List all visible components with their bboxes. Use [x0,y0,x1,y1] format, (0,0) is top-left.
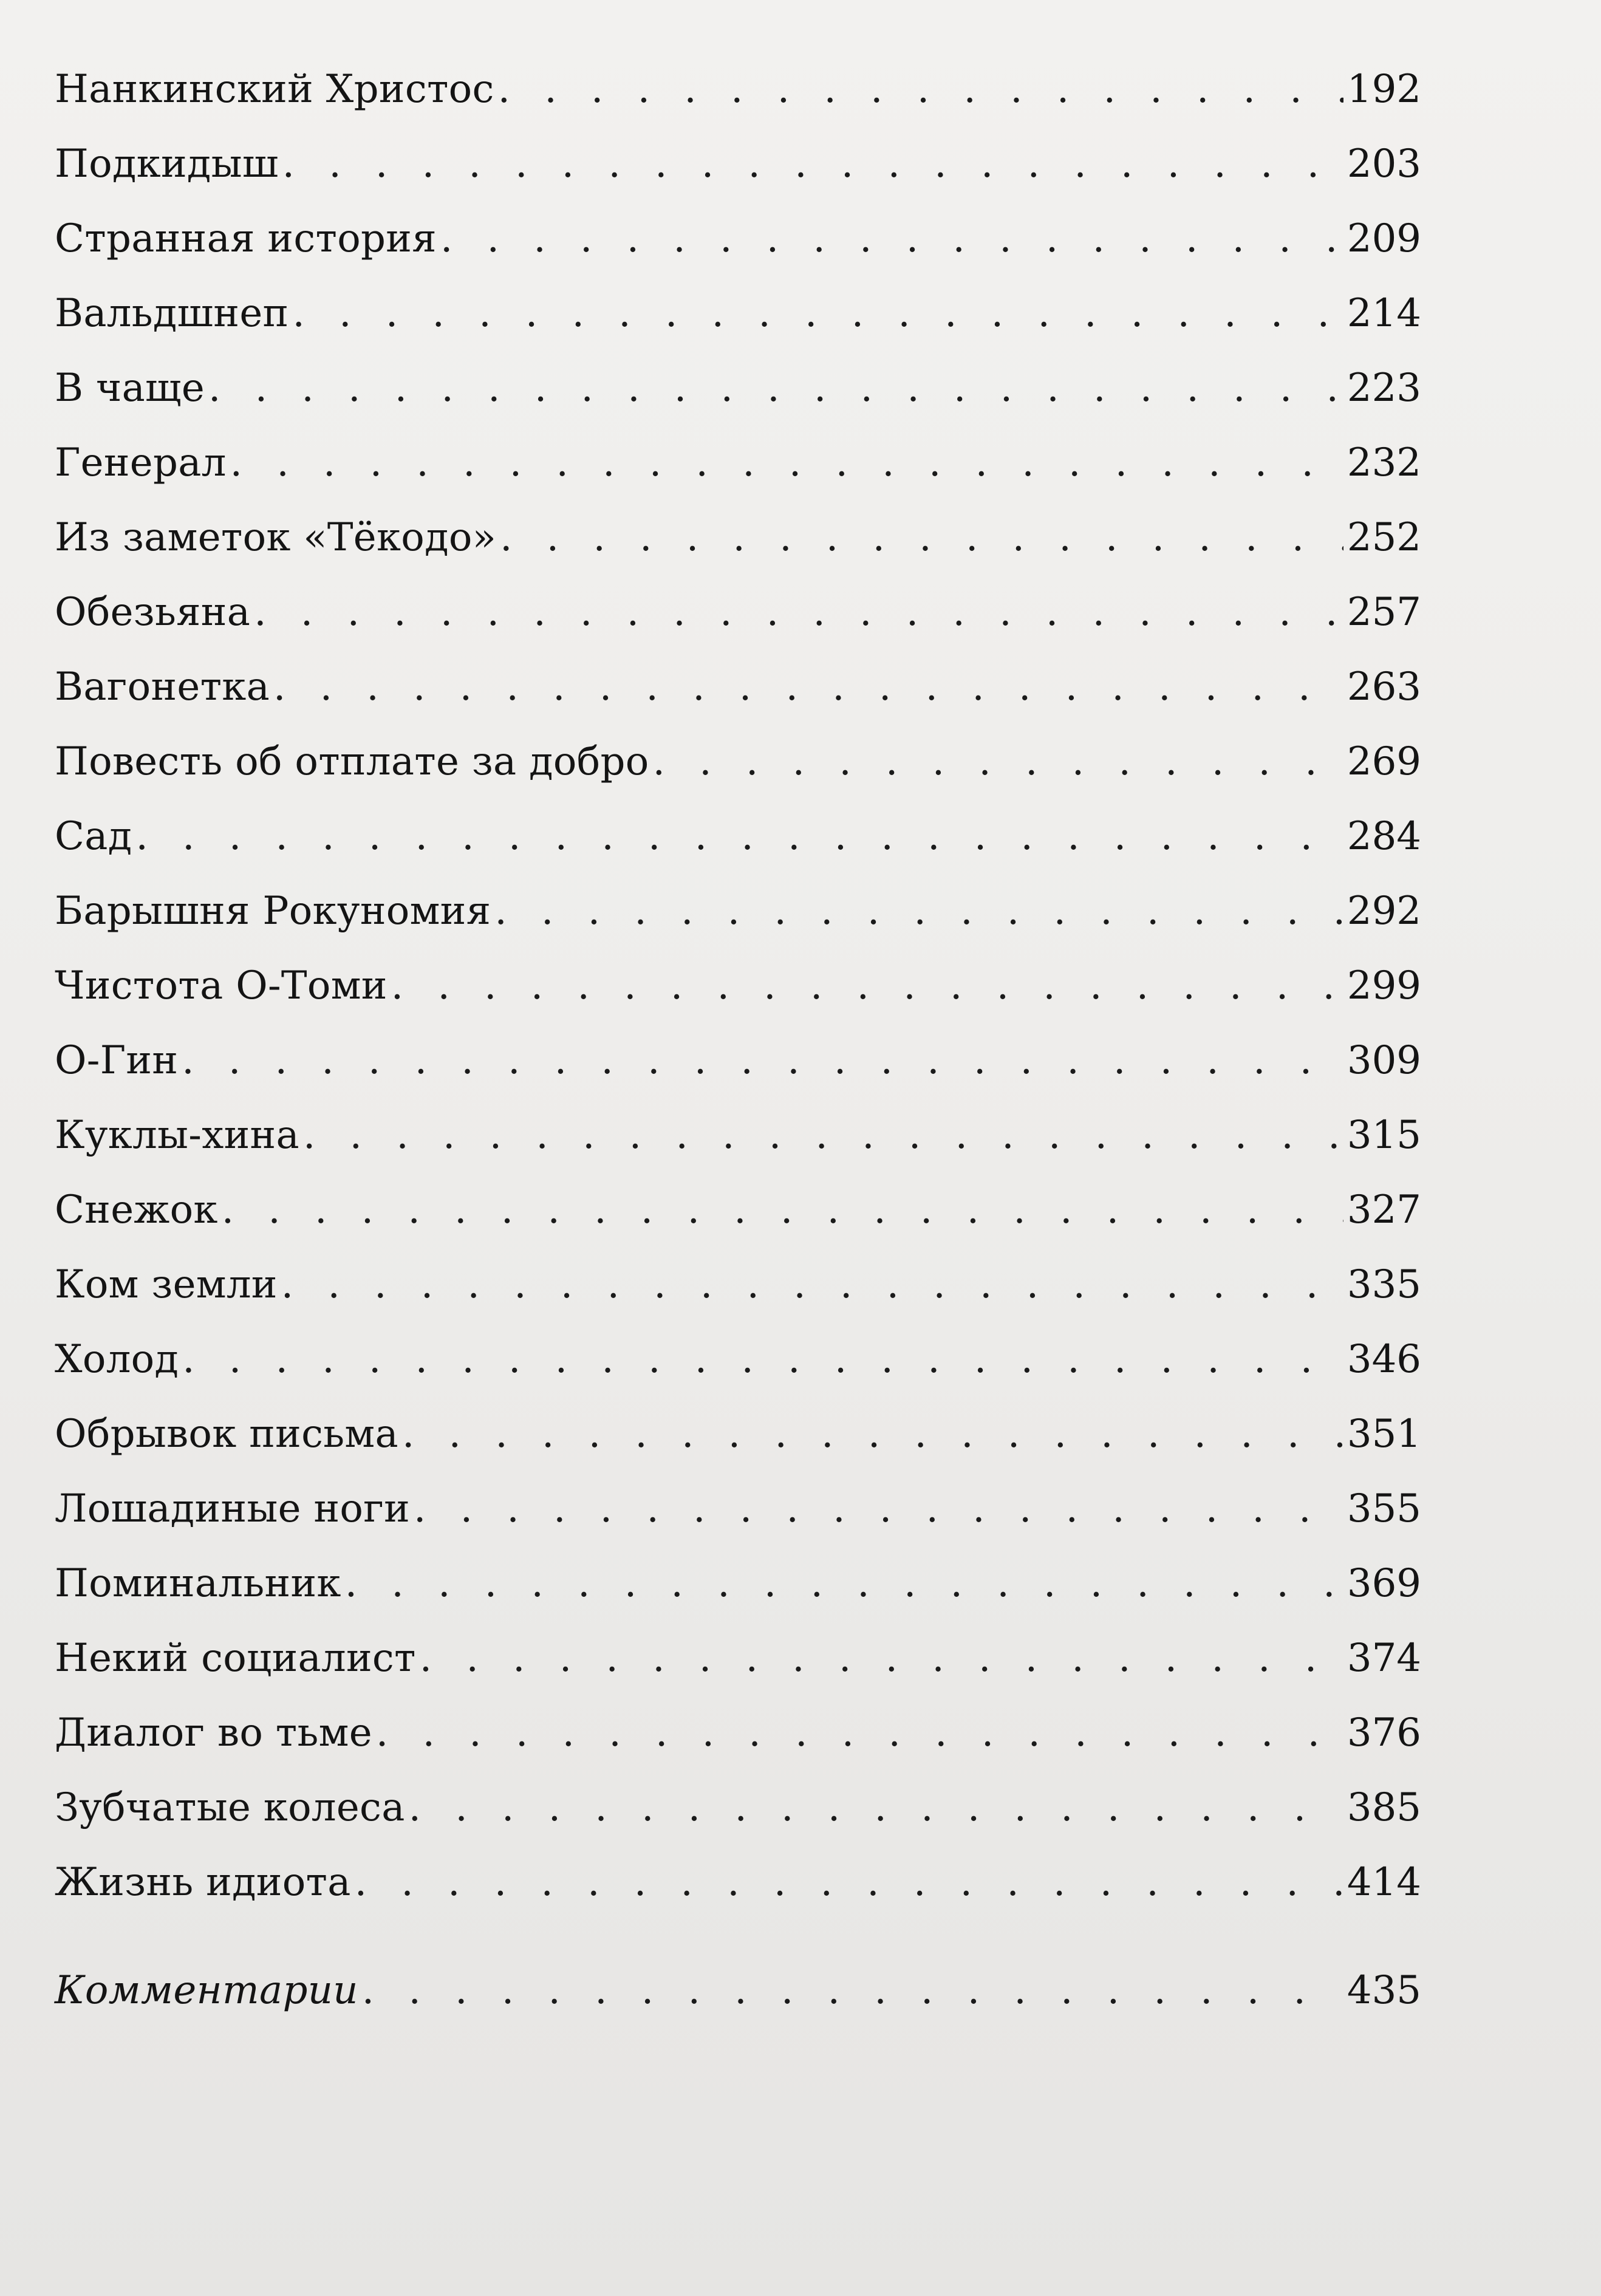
toc-entry-title: Диалог во тьме [55,1710,372,1755]
toc-entry-page: 376 [1347,1710,1421,1755]
toc-entry [55,1262,1421,1329]
toc-entry [55,366,1421,432]
dot-leader [414,1486,1343,1531]
toc-entry [55,291,1421,358]
toc-entry-page: 292 [1347,889,1421,934]
toc-entry-page: 385 [1347,1785,1421,1830]
toc-entry [55,1860,1421,1927]
toc-entry [55,1785,1421,1852]
dot-leader [409,1785,1343,1830]
dot-leader [345,1561,1343,1606]
toc-entry [55,67,1421,134]
toc-entry-title: Обезьяна [55,590,251,635]
dot-leader [402,1412,1343,1457]
dot-leader [355,1860,1343,1905]
toc-entry [55,963,1421,1030]
toc-entry [55,1636,1421,1703]
toc-entry-title: Лошадиные ноги [55,1486,411,1531]
toc-entry [55,814,1421,881]
toc-entry [55,1038,1421,1105]
dot-leader [222,1187,1343,1232]
dot-leader [282,142,1343,186]
dot-leader [362,1968,1343,2013]
toc-entry-title: Комментарии [55,1968,358,2013]
toc-entry [55,142,1421,208]
toc-entry-page: 315 [1347,1113,1421,1158]
dot-leader [292,291,1343,336]
toc-entry-title: Вальдшнеп [55,291,289,336]
dot-leader [303,1113,1343,1158]
toc-entry [55,1187,1421,1254]
toc-entry [55,1486,1421,1553]
dot-leader [498,67,1343,112]
dot-leader [182,1337,1343,1382]
dot-leader [281,1262,1343,1307]
toc-entry-page: 284 [1347,814,1421,859]
dot-leader [440,216,1343,261]
toc-entry-page: 435 [1347,1968,1421,2013]
toc-entry-page: 209 [1347,216,1421,261]
toc-entry-title: Повесть об отплате за добро [55,739,649,784]
toc-entry-page: 374 [1347,1636,1421,1681]
toc-entry-title: Холод [55,1337,179,1382]
dot-leader [494,889,1343,934]
toc-entry-title: Снежок [55,1187,218,1232]
toc-entry-page: 269 [1347,739,1421,784]
toc-entry-title: Нанкинский Христос [55,67,494,112]
toc-entry [55,1337,1421,1404]
toc-entry-title: Из заметок «Тёкодо» [55,515,497,560]
dot-leader [254,590,1343,635]
toc-entry-commentary [55,1968,1421,2035]
toc-entry-page: 355 [1347,1486,1421,1531]
toc-entry [55,1710,1421,1777]
toc-entry-page: 335 [1347,1262,1421,1307]
toc-entry-title: О-Гин [55,1038,179,1083]
toc-entry-page: 232 [1347,440,1421,485]
toc-entry [55,1561,1421,1628]
toc-entry-title: Обрывок письма [55,1412,398,1457]
dot-leader [182,1038,1343,1083]
toc-entry [55,1412,1421,1478]
toc-entry-title: Вагонетка [55,665,270,709]
dot-leader [230,440,1343,485]
toc-entry [55,515,1421,582]
toc-entry-page: 257 [1347,590,1421,635]
toc-entry [55,590,1421,657]
toc-entry-page: 351 [1347,1412,1421,1457]
toc-entry-title: Зубчатые колеса [55,1785,405,1830]
toc-entry-page: 223 [1347,366,1421,411]
toc-entry-title: Странная история [55,216,437,261]
dot-leader [273,665,1343,709]
toc-entry-page: 263 [1347,665,1421,709]
dot-leader [420,1636,1343,1681]
dot-leader [500,515,1343,560]
toc-entry-page: 299 [1347,963,1421,1008]
toc-entry [55,440,1421,507]
dot-leader [653,739,1343,784]
toc-entry-page: 214 [1347,291,1421,336]
toc-entry-page: 192 [1347,67,1421,112]
toc-entry-page: 346 [1347,1337,1421,1382]
toc-entry-page: 369 [1347,1561,1421,1606]
toc-entry [55,216,1421,283]
toc-entry-title: Куклы-хина [55,1113,299,1158]
dot-leader [376,1710,1343,1755]
toc-entry-title: Сад [55,814,132,859]
toc-entry-title: Барышня Рокуномия [55,889,491,934]
toc-entry-title: Подкидыш [55,142,279,186]
toc-entry [55,1113,1421,1180]
toc-entry-page: 309 [1347,1038,1421,1083]
toc-entry [55,739,1421,806]
toc-entry-page: 327 [1347,1187,1421,1232]
toc-entry-title: В чаще [55,366,205,411]
toc-entry-title: Чистота О-Томи [55,963,387,1008]
toc-entry [55,665,1421,731]
toc-entry-title: Некий социалист [55,1636,416,1681]
toc-entry [55,889,1421,955]
dot-leader [135,814,1343,859]
toc-entry-page: 203 [1347,142,1421,186]
toc-entry-title: Ком земли [55,1262,278,1307]
dot-leader [208,366,1343,411]
toc-entry-page: 414 [1347,1860,1421,1905]
toc-entry-title: Поминальник [55,1561,341,1606]
toc-entry-title: Генерал [55,440,227,485]
toc-entry-title: Жизнь идиота [55,1860,351,1905]
toc-entry-page: 252 [1347,515,1421,560]
dot-leader [391,963,1343,1008]
